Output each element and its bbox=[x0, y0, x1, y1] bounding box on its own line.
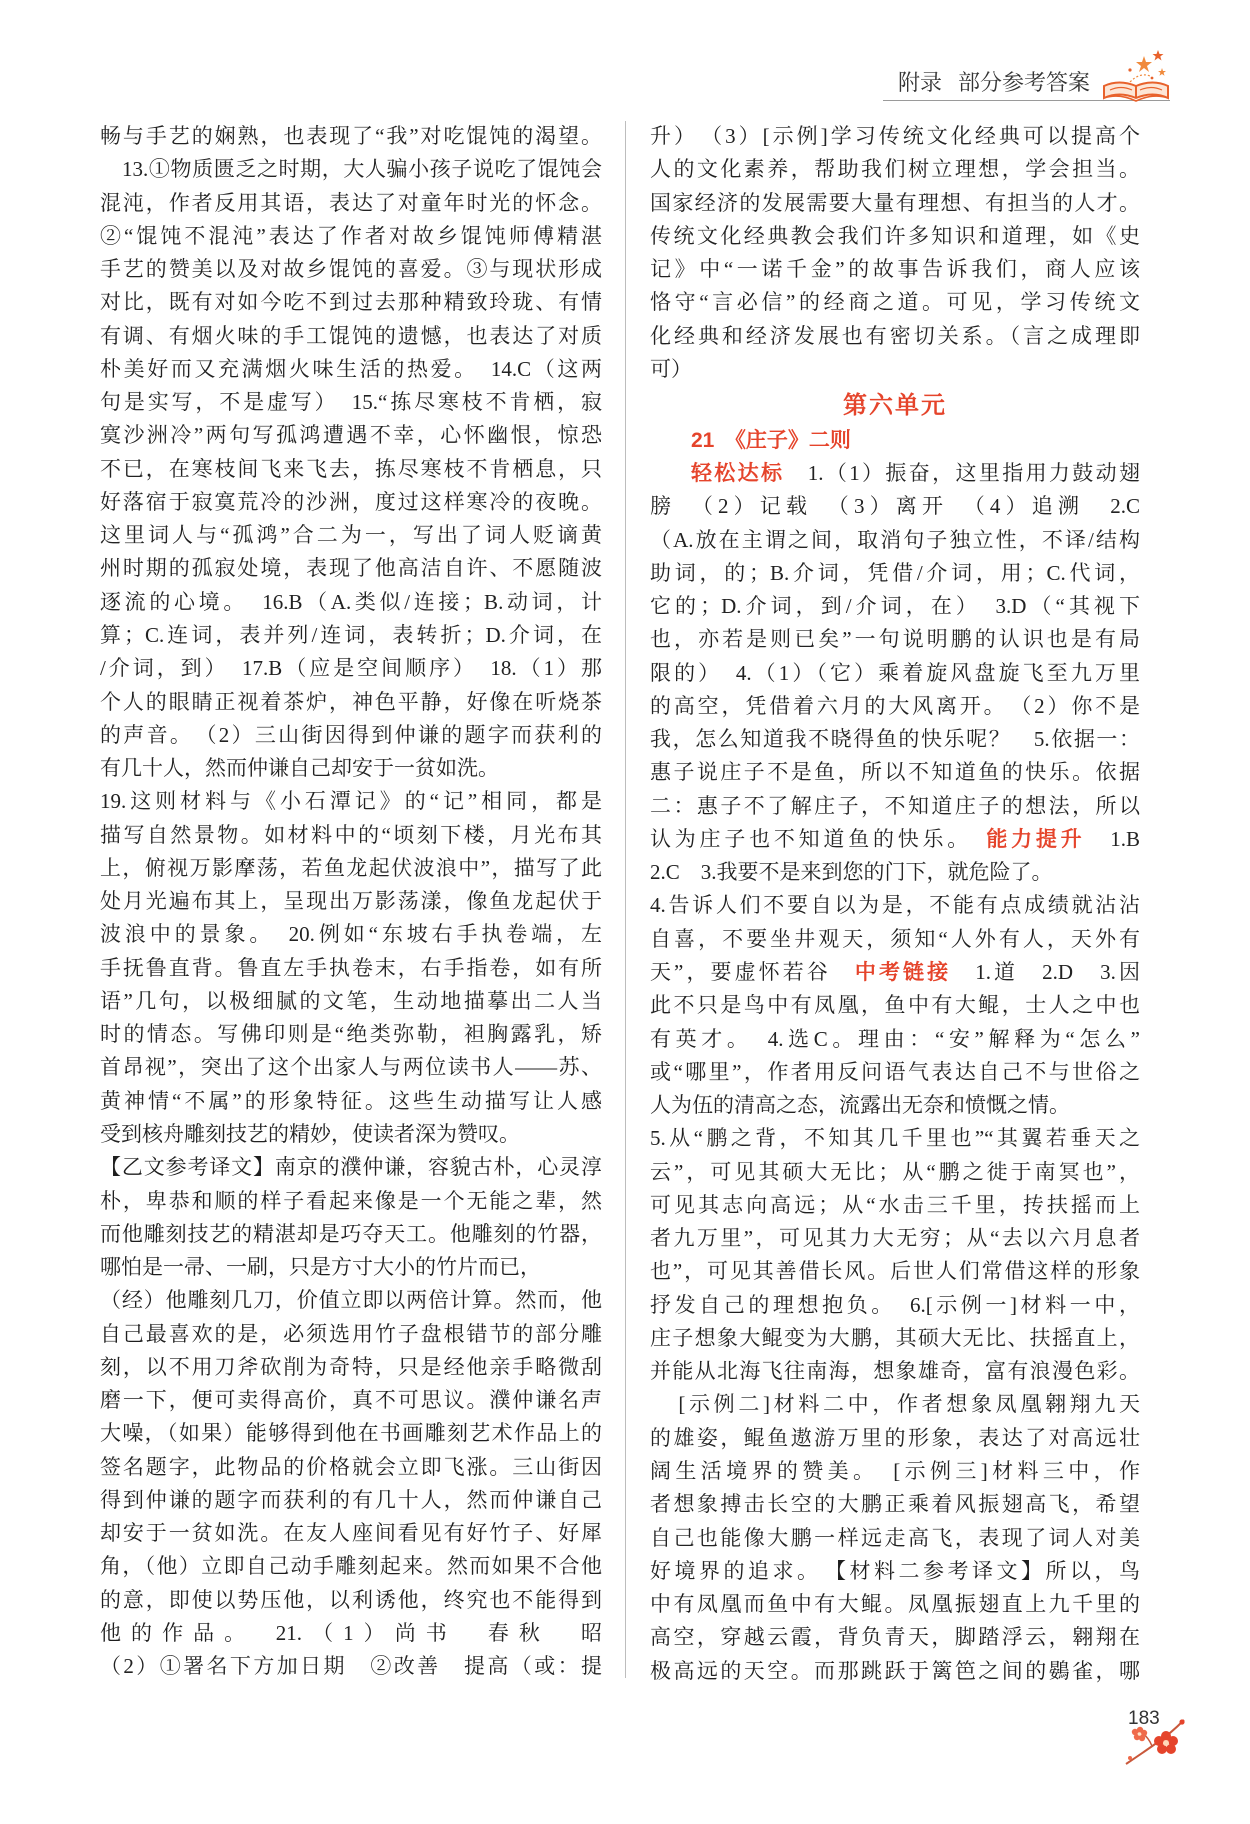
text-line: 有几十人，然而仲谦自己却安于一贫如洗。 bbox=[100, 756, 499, 781]
text-line: 也，亦若是则已矣”一句说明鹏的认识也是有局 bbox=[650, 627, 1140, 652]
text-segment: 1.（1）振奋，这里指用力鼓动翅 bbox=[784, 461, 1141, 485]
text-line: 19.这则材料与《小石潭记》的“记”相同，都是 bbox=[100, 789, 602, 814]
lesson-title: 21 《庄子》二则 bbox=[691, 429, 851, 452]
open-book-stars-icon bbox=[1100, 46, 1172, 106]
text-line bbox=[100, 1550, 602, 1583]
text-segment: 21.（1）尚书 春秋 昭 bbox=[244, 1620, 602, 1645]
text-line bbox=[100, 1185, 602, 1218]
translation-text: 磨一下，便可卖得高价，真不可思议。濮仲谦名声 bbox=[100, 1388, 602, 1413]
text-line: 我，怎么知道我不晓得鱼的快乐呢？ 5.依据一： bbox=[650, 727, 1140, 752]
text-line: 云”，可见其硕大无比；从“鹏之徙于南冥也”， bbox=[650, 1159, 1140, 1184]
section-label: 轻松达标 bbox=[690, 462, 785, 485]
text-line: 传统文化经典教会我们许多知识和道理，如《史 bbox=[650, 223, 1140, 248]
text-line: 语”几句，以极细腻的文笔，生动地描摹出二人当 bbox=[100, 988, 602, 1013]
text-line: 庄子想象大鲲变为大鹏，其硕大无比、扶摇直上， bbox=[650, 1325, 1140, 1350]
translation-text: 签名题字，此物品的价格就会立即飞涨。三山街因 bbox=[100, 1454, 602, 1479]
text-line: 上，俯视万影摩荡，若鱼龙起伏波浪中”，描写了此 bbox=[100, 855, 602, 880]
text-segment: 天”，要虚怀若谷 bbox=[650, 959, 855, 984]
translation-text: 的意，即使以势压他，以利诱他，终究也不能得到 bbox=[100, 1587, 602, 1612]
text-line: ②“馄饨不混沌”表达了作者对故乡馄饨师傅精湛 bbox=[100, 223, 602, 248]
text-line bbox=[100, 1584, 602, 1617]
translation-text: 而他雕刻技艺的精湛却是巧夺天工。他雕刻的竹器， bbox=[100, 1221, 602, 1246]
text-line: 自己也能像大鹏一样远走高飞，表现了词人对美 bbox=[650, 1525, 1140, 1550]
right-column-body bbox=[650, 457, 1140, 1688]
text-line: 黄神情“不属”的形象特征。这些生动描写让人感 bbox=[100, 1088, 602, 1113]
text-line: 膀 （2）记载 （3）离开 （4）追溯 2.C bbox=[650, 494, 1140, 519]
text-line: 手艺的赞美以及对故乡馄饨的喜爱。③与现状形成 bbox=[100, 257, 602, 282]
text-line bbox=[100, 1351, 602, 1384]
text-line: 并能从北海飞往南海，想象雄奇，富有浪漫色彩。 bbox=[650, 1359, 1140, 1384]
text-line: 句是实写，不是虚写） 15.“拣尽寒枝不肯栖，寂 bbox=[100, 390, 602, 415]
text-line: 有调、有烟火味的手工馄饨的遗憾，也表达了对质 bbox=[100, 323, 602, 348]
text-line bbox=[650, 1621, 1140, 1654]
text-line: 记》中“一诺千金”的故事告诉我们，商人应该 bbox=[650, 257, 1140, 282]
text-segment: 1.道 2.D 3.因 bbox=[951, 959, 1140, 984]
text-line: （A.放在主谓之间，取消句子独立性，不译/结构 bbox=[650, 527, 1140, 552]
text-segment: 认为庄子也不知道鱼的快乐。 bbox=[650, 826, 987, 851]
text-line: 的雄姿，鲲鱼遨游万里的形象，表达了对高远壮 bbox=[650, 1425, 1140, 1450]
translation-text: 高空，穿越云霞，背负青天，脚踏浮云，翱翔在 bbox=[650, 1625, 1140, 1650]
text-line: 升） （3）[示例]学习传统文化经典可以提高个 bbox=[650, 124, 1140, 148]
translation-text: 大噪，（如果）能够得到他在书画雕刻艺术作品上的 bbox=[100, 1421, 602, 1446]
text-line bbox=[100, 1318, 602, 1351]
text-line: 人的文化素养，帮助我们树立理想，学会担当。 bbox=[650, 157, 1140, 182]
text-line: 混沌，作者反用其语，表达了对童年时光的怀念。 bbox=[100, 190, 602, 215]
translation-text: 他的作品。 bbox=[100, 1620, 245, 1645]
text-line: 可见其志向高远；从“水击三千里，抟扶摇而上 bbox=[650, 1192, 1140, 1217]
text-line bbox=[100, 1284, 602, 1317]
text-line bbox=[650, 823, 1140, 856]
text-line: 畅与手艺的娴熟，也表现了“我”对吃馄饨的渴望。 bbox=[100, 124, 602, 148]
translation-text: 哪怕是一帚、一刷，只是方寸大小的竹片而已， bbox=[100, 1255, 541, 1280]
text-line bbox=[650, 1588, 1140, 1621]
text-line: 可） bbox=[650, 356, 692, 381]
text-line: 逐流的心境。 16.B（A.类似/连接；B.动词，计 bbox=[100, 589, 602, 614]
text-line: 首昂视”，突出了这个出家人与两位读书人——苏、 bbox=[100, 1055, 602, 1080]
text-line: 化经典和经济发展也有密切关系。（言之成理即 bbox=[650, 323, 1140, 348]
text-line: 受到核舟雕刻技艺的精妙，使读者深为赞叹。 bbox=[100, 1121, 520, 1146]
text-line: 寞沙洲冷”两句写孤鸿遭遇不幸，心怀幽恨，惊恐 bbox=[100, 423, 602, 448]
text-line: 对比，既有对如今吃不到过去那种精致玲珑、有情 bbox=[100, 290, 602, 315]
text-line: 此不只是鸟中有凤凰，鱼中有大鲲，士人之中也 bbox=[650, 993, 1140, 1018]
text-line: 的声音。 （2）三山街因得到仲谦的题字而获利的 bbox=[100, 722, 602, 747]
translation-text: 【材料二参考译文】所以，鸟 bbox=[835, 1558, 1140, 1583]
translation-text: （经）他雕刻几刀，价值立即以两倍计算。然而，他 bbox=[100, 1288, 602, 1313]
text-line bbox=[100, 1251, 602, 1284]
text-line: 4.告诉人们不要自以为是，不能有点成绩就沾沾 bbox=[650, 893, 1140, 918]
text-line: 二：惠子不了解庄子，不知道庄子的想法，所以 bbox=[650, 793, 1140, 818]
text-line: 也”，可见其善借长风。后世人们常借这样的形象 bbox=[650, 1259, 1140, 1284]
text-line: 恪守“言必信”的经商之道。可见，学习传统文 bbox=[650, 290, 1140, 315]
text-line: 5.从“鹏之背，不知其几千里也”“其翼若垂天之 bbox=[650, 1126, 1140, 1151]
text-line bbox=[650, 457, 1140, 490]
text-line: 者想象搏击长空的大鹏正乘着风振翅高飞，希望 bbox=[650, 1492, 1140, 1517]
text-line: 描写自然景物。如材料中的“顷刻下楼，月光布其 bbox=[100, 822, 602, 847]
header-title: 部分参考答案 bbox=[958, 70, 1091, 95]
text-line: 处月光遍布其上，呈现出万影荡漾，像鱼龙起伏于 bbox=[100, 889, 602, 914]
text-line: 助词，的；B.介词，凭借/介词，用；C.代词， bbox=[650, 560, 1140, 585]
text-line: 好落宿于寂寞荒冷的沙洲，度过这样寒冷的夜晚。 bbox=[100, 489, 602, 514]
translation-text: 却安于一贫如洗。在友人座间看见有好竹子、好犀 bbox=[100, 1521, 602, 1546]
text-line: 限的） 4.（1）（它）乘着旋风盘旋飞至九万里 bbox=[650, 660, 1140, 685]
header-section: 附录 bbox=[898, 70, 943, 95]
text-line: 或“哪里”，作者用反问语气表达自己不与世俗之 bbox=[650, 1059, 1140, 1084]
translation-text: 角，（他）立即自己动手雕刻起来。然而如果不合他 bbox=[100, 1554, 602, 1579]
text-line: 有英才。 4.选C。理由：“安”解释为“怎么” bbox=[650, 1026, 1140, 1051]
text-segment: 好境界的追求。 bbox=[650, 1558, 836, 1583]
text-line: 国家经济的发展需要大量有理想、有担当的人才。 bbox=[650, 190, 1140, 215]
text-line: 朴美好而又充满烟火味生活的热爱。 14.C（这两 bbox=[100, 356, 602, 381]
translation-text: 刻，以不用刀斧砍削为奇特，只是经他亲手略微刮 bbox=[100, 1354, 602, 1379]
text-line: 13.①物质匮乏之时期，大人骗小孩子说吃了馄饨会 bbox=[122, 157, 602, 182]
text-line bbox=[100, 1151, 602, 1184]
text-line: 这里词人与“孤鸿”合二为一，写出了词人贬谪黄 bbox=[100, 523, 602, 548]
text-line bbox=[100, 1218, 602, 1251]
text-line: 州时期的孤寂处境，表现了他高洁自许、不愿随波 bbox=[100, 556, 602, 581]
text-line: 惠子说庄子不是鱼，所以不知道鱼的快乐。依据 bbox=[650, 760, 1140, 785]
text-line: 不已，在寒枝间飞来飞去，拣尽寒枝不肯栖息，只 bbox=[100, 456, 602, 481]
text-line: 者九万里”，可见其力大无穷；从“去以六月息者 bbox=[650, 1226, 1140, 1251]
text-line bbox=[100, 1384, 602, 1417]
section-label: 中考链接 bbox=[854, 960, 952, 984]
translation-text: 得到仲谦的题字而获利的有几十人，然而仲谦自己 bbox=[100, 1487, 602, 1512]
text-line: 时的情态。写佛印则是“绝类弥勒，袒胸露乳，矫 bbox=[100, 1022, 602, 1047]
text-line bbox=[100, 1417, 602, 1450]
unit-title: 第六单元 bbox=[843, 392, 947, 419]
text-line: [示例二]材料二中，作者想象凤凰翱翔九天 bbox=[678, 1392, 1140, 1417]
column-divider bbox=[625, 121, 626, 1678]
section-label: 能力提升 bbox=[986, 827, 1086, 851]
text-line: 手抚鲁直背。鲁直左手执卷末，右手指卷，如有所 bbox=[100, 955, 602, 980]
translation-text: 中有凤凰而鱼中有大鲲。凤凰振翅直上九千里的 bbox=[650, 1592, 1140, 1617]
right-column-top bbox=[650, 120, 1140, 386]
text-line bbox=[100, 1484, 602, 1517]
text-line: 的高空，凭借着六月的大风离开。 （2）你不是 bbox=[650, 693, 1140, 718]
translation-text: 极高远的天空。而那跳跃于篱笆之间的鷃雀，哪 bbox=[650, 1658, 1140, 1683]
text-segment: 1.B bbox=[1085, 826, 1141, 851]
left-column bbox=[100, 120, 602, 1683]
text-line: 人为伍的清高之态，流露出无奈和愤慨之情。 bbox=[650, 1093, 1070, 1118]
text-line: /介词，到） 17.B（应是空间顺序） 18.（1）那 bbox=[100, 656, 602, 681]
page-number: 183 bbox=[1128, 1708, 1160, 1729]
text-line bbox=[650, 956, 1140, 989]
translation-text: 【乙文参考译文】南京的濮仲谦，容貌古朴，心灵淳 bbox=[100, 1155, 602, 1180]
text-line: 个人的眼睛正视着茶炉，神色平静，好像在听烧茶 bbox=[100, 689, 602, 714]
translation-text: 朴，卑恭和顺的样子看起来像是一个无能之辈，然 bbox=[100, 1188, 602, 1213]
text-line bbox=[650, 1655, 1140, 1688]
text-line: （2）①署名下方加日期 ②改善 提高（或：提 bbox=[100, 1654, 602, 1679]
text-line: 抒发自己的理想抱负。 6.[示例一]材料一中， bbox=[650, 1292, 1140, 1317]
text-line bbox=[650, 1555, 1140, 1588]
text-line: 算；C.连词，表并列/连词，表转折；D.介词，在 bbox=[100, 622, 602, 647]
text-line: 2.C 3.我要不是来到您的门下，就危险了。 bbox=[650, 860, 1053, 885]
text-line: 阔生活境界的赞美。 [示例三]材料三中，作 bbox=[650, 1458, 1140, 1483]
text-line bbox=[100, 1517, 602, 1550]
running-header bbox=[898, 66, 1090, 100]
translation-text: 自己最喜欢的是，必须选用竹子盘根错节的部分雕 bbox=[100, 1321, 602, 1346]
text-line: 它的；D.介词，到/介词，在） 3.D（“其视下 bbox=[650, 594, 1140, 619]
text-line: 自喜，不要坐井观天，须知“人外有人，天外有 bbox=[650, 926, 1140, 951]
text-line: 波浪中的景象。 20.例如“东坡右手执卷端，左 bbox=[100, 922, 602, 947]
text-line bbox=[100, 1451, 602, 1484]
text-line bbox=[100, 1617, 602, 1650]
